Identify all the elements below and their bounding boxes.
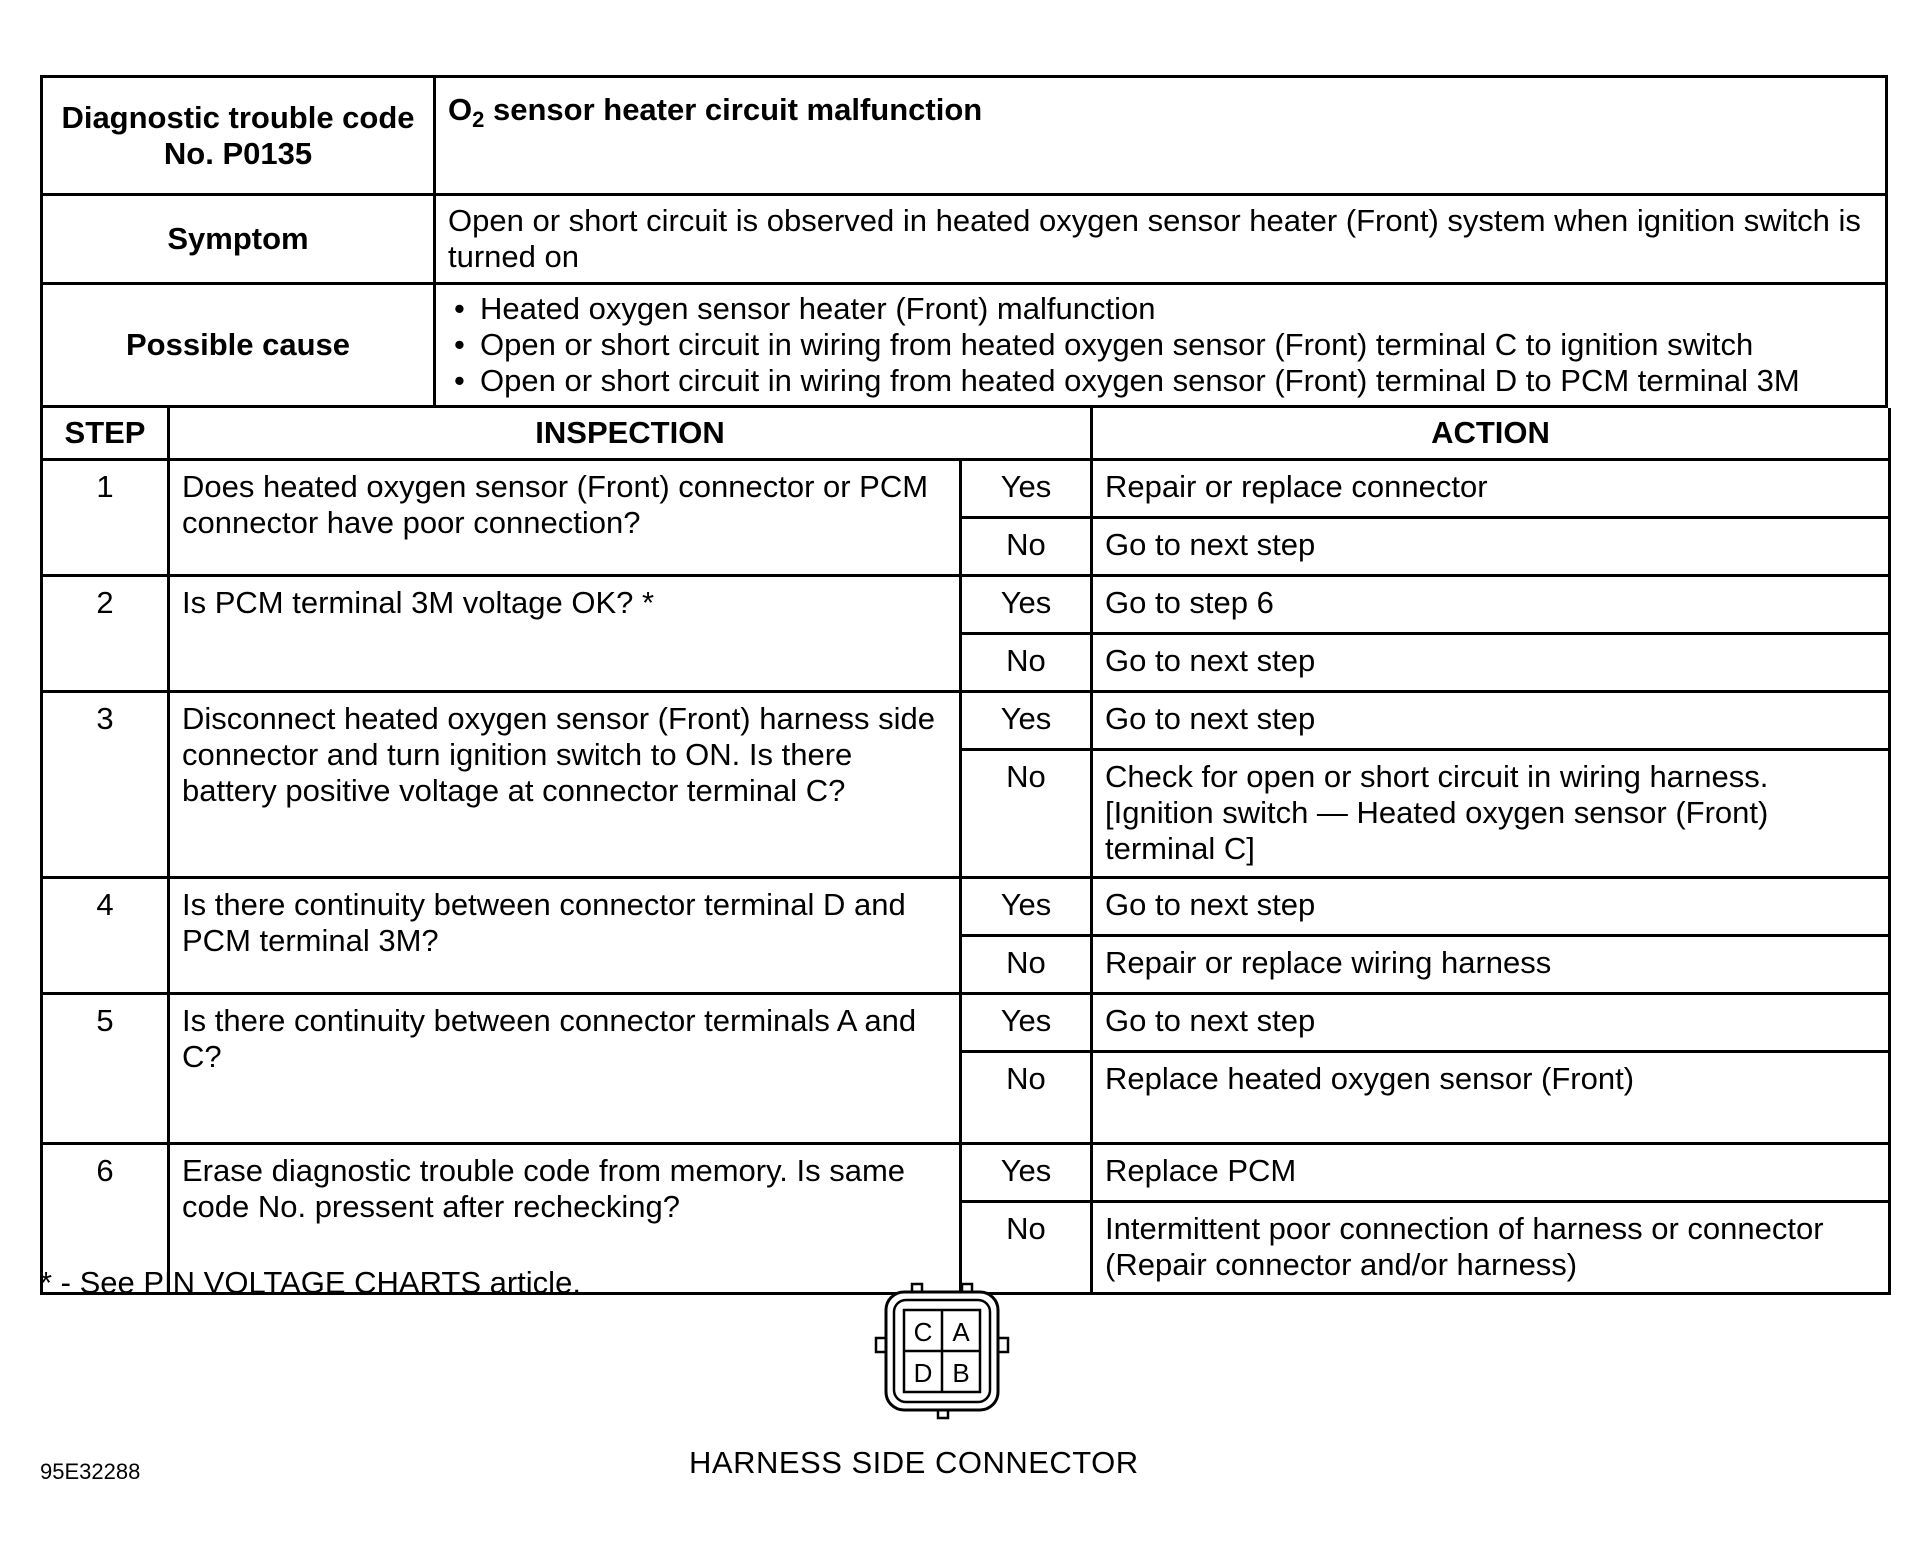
column-header-inspection: INSPECTION	[169, 408, 1092, 460]
inspection-text: Is there continuity between connector terminal D and PCM terminal 3M?	[169, 878, 961, 994]
terminal-d-label: D	[913, 1358, 933, 1388]
column-header-action: ACTION	[1092, 408, 1890, 460]
no-label: No	[961, 634, 1092, 692]
yes-action: Repair or replace connector	[1092, 460, 1890, 518]
terminal-c-label: C	[913, 1317, 933, 1347]
table-row	[42, 994, 1890, 1052]
yes-label: Yes	[961, 692, 1092, 750]
no-action: Repair or replace wiring harness	[1092, 936, 1890, 994]
yes-action: Go to next step	[1092, 878, 1890, 936]
no-action: Go to next step	[1092, 634, 1890, 692]
step-number: 2	[42, 576, 169, 692]
column-header-step: STEP	[42, 408, 169, 460]
step-number: 4	[42, 878, 169, 994]
step-number: 5	[42, 994, 169, 1144]
no-action: Replace heated oxygen sensor (Front)	[1092, 1052, 1890, 1144]
step-number: 6	[42, 1144, 169, 1294]
no-label: No	[961, 518, 1092, 576]
dtc-label: Diagnostic trouble code No. P0135	[42, 77, 435, 195]
no-label: No	[961, 750, 1092, 878]
terminal-b-label: B	[952, 1358, 970, 1388]
yes-label: Yes	[961, 1144, 1092, 1202]
possible-cause-label: Possible cause	[42, 284, 435, 407]
cause-item: • Open or short circuit in wiring from heated oxygen sensor (Front) terminal C to ignition switch	[448, 327, 1884, 363]
inspection-text: Is PCM terminal 3M voltage OK? *	[169, 576, 961, 692]
possible-cause-list	[435, 284, 1887, 407]
inspection-text: Is there continuity between connector terminals A and C?	[169, 994, 961, 1144]
inspection-table	[40, 408, 1891, 1295]
no-action: Check for open or short circuit in wiring harness. [Ignition switch — Heated oxygen sensor (Front) terminal C]	[1092, 750, 1890, 878]
inspection-text: Erase diagnostic trouble code from memory. Is same code No. pressent after rechecking?	[169, 1144, 961, 1294]
table-row	[42, 460, 1890, 518]
table-row	[42, 576, 1890, 634]
cause-item: • Heated oxygen sensor heater (Front) malfunction	[448, 291, 1884, 327]
cause-item: • Open or short circuit in wiring from heated oxygen sensor (Front) terminal D to PCM terminal 3M	[448, 363, 1884, 399]
no-label: No	[961, 1052, 1092, 1144]
terminal-a-label: A	[952, 1317, 970, 1347]
symptom-label: Symptom	[42, 195, 435, 284]
yes-action: Go to next step	[1092, 692, 1890, 750]
yes-label: Yes	[961, 994, 1092, 1052]
dtc-title: $O_2$ sensor heater circuit malfunction	[435, 77, 1887, 195]
table-row	[42, 692, 1890, 750]
connector-title: HARNESS SIDE CONNECTOR	[689, 1445, 1139, 1480]
harness-connector-diagram	[872, 1280, 1018, 1426]
no-label: No	[961, 936, 1092, 994]
yes-label: Yes	[961, 576, 1092, 634]
inspection-text: Does heated oxygen sensor (Front) connector or PCM connector have poor connection?	[169, 460, 961, 576]
table-row	[42, 1144, 1890, 1202]
step-number: 1	[42, 460, 169, 576]
figure-code: 95E32288	[40, 1459, 141, 1484]
yes-label: Yes	[961, 878, 1092, 936]
no-action: Intermittent poor connection of harness or connector (Repair connector and/or harness)	[1092, 1202, 1890, 1294]
table-row	[42, 878, 1890, 936]
footnote: * - See PIN VOLTAGE CHARTS article.	[40, 1265, 581, 1300]
symptom-text: Open or short circuit is observed in heated oxygen sensor heater (Front) system when ignition switch is turned on	[435, 195, 1887, 284]
yes-action: Go to next step	[1092, 994, 1890, 1052]
no-label: No	[961, 1202, 1092, 1294]
inspection-text: Disconnect heated oxygen sensor (Front) harness side connector and turn ignition switch to ON. Is there battery positive voltage at connector terminal C?	[169, 692, 961, 878]
dtc-header-table	[40, 75, 1888, 408]
yes-action: Replace PCM	[1092, 1144, 1890, 1202]
no-action: Go to next step	[1092, 518, 1890, 576]
yes-label: Yes	[961, 460, 1092, 518]
diagnostic-sheet	[40, 75, 1888, 1295]
step-number: 3	[42, 692, 169, 878]
yes-action: Go to step 6	[1092, 576, 1890, 634]
